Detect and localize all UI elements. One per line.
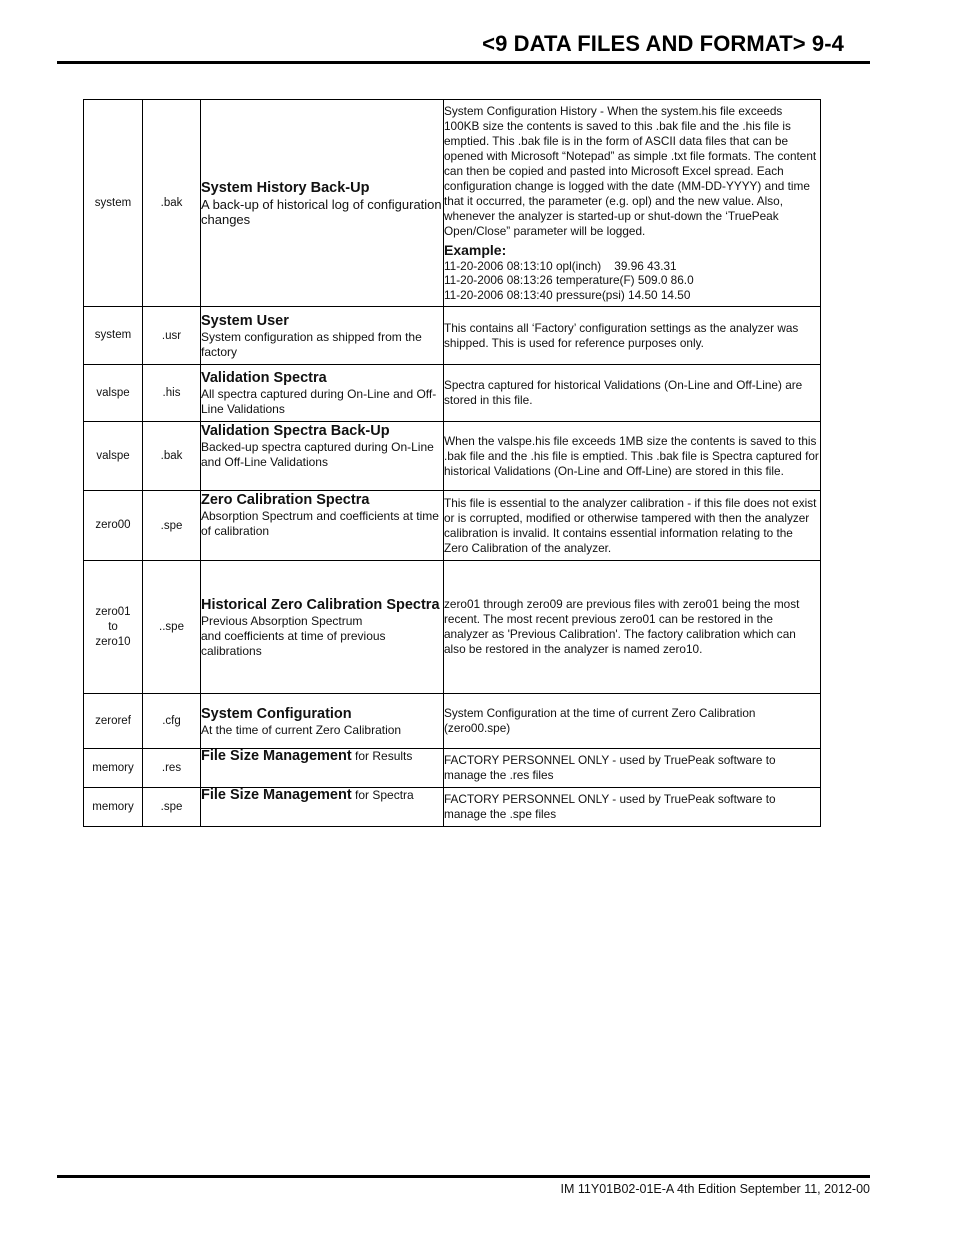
file-name-cell: zero00 (84, 491, 143, 561)
file-description-cell (444, 365, 821, 422)
file-description: System Configuration at the time of current Zero Calibration (zero00.spe) (444, 706, 756, 735)
file-name-line: zero10 (95, 635, 131, 648)
file-title-suffix: for Spectra (351, 788, 414, 802)
file-extension-cell: .usr (143, 307, 201, 365)
file-title-cell (201, 788, 444, 827)
footer-rule (57, 1175, 870, 1178)
file-subtitle: Absorption Spectrum and coefficients at time of calibration (201, 509, 439, 538)
file-subtitle: A back-up of historical log of configuration changes (201, 197, 442, 227)
table-row (84, 749, 821, 788)
example-line: 11-20-2006 08:13:10 opl(inch) 39.96 43.31 (444, 258, 677, 273)
file-title: Validation Spectra Back-Up (201, 423, 390, 439)
file-name-cell: memory (84, 788, 143, 827)
file-extension-cell: .res (143, 749, 201, 788)
example-line: 11-20-2006 08:13:26 temperature(F) 509.0 86.0 (444, 273, 694, 288)
table-row (84, 491, 821, 561)
file-subtitle: Backed-up spectra captured during On-Line and Off-Line Validations (201, 440, 434, 469)
file-title-cell (201, 561, 444, 694)
file-description: System Configuration History - When the system.his file exceeds 100KB size the contents is saved to this .bak file and the .his file is emptied. This .bak file is in the form of ASCII data files that can be opened with Microsoft “Notepad” as simple .txt file formats. The content can then be copied and pasted into Microsoft Excel spread. Each configuration change is logged with the date (MM-DD-YYYY) and time that it occurred, the parameter (e.g. opl) and the new value. Also, whenever the analyzer is started-up or shut-down the ‘TruePeak Open/Close” parameter will be logged. (444, 103, 817, 238)
table-row (84, 100, 821, 307)
file-title: System User (201, 312, 289, 329)
file-title-cell (201, 100, 444, 307)
file-name-line: to (108, 620, 118, 633)
file-title-cell (201, 422, 444, 491)
file-description: Spectra captured for historical Validations (On-Line and Off-Line) are stored in this file. (444, 378, 803, 407)
table-row (84, 422, 821, 491)
file-title: Historical Zero Calibration Spectra (201, 596, 440, 613)
file-title-cell (201, 307, 444, 365)
file-description: When the valspe.his file exceeds 1MB size the contents is saved to this .bak file and the .his file is emptied. This .bak file is Spectra captured for historical Validations (On-Line and Off-Line) are stored in this file. (444, 433, 819, 478)
file-description: This contains all ‘Factory’ configuration settings as the analyzer was shipped. This is used for reference purposes only. (444, 320, 799, 350)
file-title: Validation Spectra (201, 370, 327, 386)
file-description: FACTORY PERSONNEL ONLY - used by TruePeak software to manage the .spe files (444, 792, 776, 821)
file-extension-cell: .his (143, 365, 201, 422)
table-row (84, 788, 821, 827)
file-description-cell (444, 422, 821, 491)
file-extension-cell: .spe (143, 788, 201, 827)
file-title: File Size Management (201, 787, 352, 803)
file-title: System Configuration (201, 705, 352, 722)
file-description-cell (444, 307, 821, 365)
file-description-cell (444, 491, 821, 561)
example-heading: Example: (444, 241, 507, 258)
file-description: This file is essential to the analyzer calibration - if this file does not exist or is corrupted, modified or otherwise tampered with then the analyzer calibration is invalid. It contains essential information relating to the Zero Calibration of the analyzer. (444, 495, 817, 555)
file-extension-cell: .cfg (143, 694, 201, 749)
file-extension-cell: ..spe (143, 561, 201, 694)
file-extension-cell: .bak (143, 422, 201, 491)
file-extension-cell: .spe (143, 491, 201, 561)
table-row (84, 307, 821, 365)
file-name-cell: valspe (84, 422, 143, 491)
file-name-cell: valspe (84, 365, 143, 422)
file-title: System History Back-Up (201, 180, 370, 196)
file-description: FACTORY PERSONNEL ONLY - used by TruePeak software to manage the .res files (444, 753, 776, 782)
file-description-cell (444, 788, 821, 827)
file-description-cell (444, 694, 821, 749)
file-name-cell: system (84, 307, 143, 365)
file-name-cell: memory (84, 749, 143, 788)
file-title-cell (201, 365, 444, 422)
file-subtitle: Previous Absorption Spectrum (201, 613, 363, 628)
table-row (84, 694, 821, 749)
file-description-cell (444, 100, 821, 307)
header-rule (57, 61, 870, 64)
file-title-cell (201, 694, 444, 749)
file-name-cell: zeroref (84, 694, 143, 749)
file-subtitle: At the time of current Zero Calibration (201, 722, 402, 737)
file-subtitle: System configuration as shipped from the factory (201, 329, 422, 359)
table-row (84, 365, 821, 422)
file-title-suffix: for Results (351, 749, 413, 763)
file-name-line: zero01 (95, 605, 131, 618)
table-row (84, 561, 821, 694)
file-title: File Size Management (201, 748, 352, 764)
file-description-cell (444, 749, 821, 788)
example-line: 11-20-2006 08:13:40 pressure(psi) 14.50 14.50 (444, 287, 691, 302)
file-subtitle: and coefficients at time of previous calibrations (201, 628, 386, 658)
footer-document-info: IM 11Y01B02-01E-A 4th Edition September 11, 2012-00 (560, 1182, 870, 1196)
file-title: Zero Calibration Spectra (201, 492, 370, 508)
file-description-cell (444, 561, 821, 694)
file-subtitle: All spectra captured during On-Line and Off-Line Validations (201, 387, 437, 416)
data-files-table (83, 99, 821, 827)
page-header-title: <9 DATA FILES AND FORMAT> 9-4 (482, 31, 844, 56)
file-title-cell (201, 491, 444, 561)
file-title-cell (201, 749, 444, 788)
file-name-cell (84, 561, 143, 694)
file-description: zero01 through zero09 are previous files with zero01 being the most recent. The most recent previous zero01 can be restored in the analyzer as 'Previous Calibration'. The factory calibration which can also be restored in the analyzer is named zero10. (444, 597, 800, 656)
file-extension-cell: .bak (143, 100, 201, 307)
file-name-cell: system (84, 100, 143, 307)
